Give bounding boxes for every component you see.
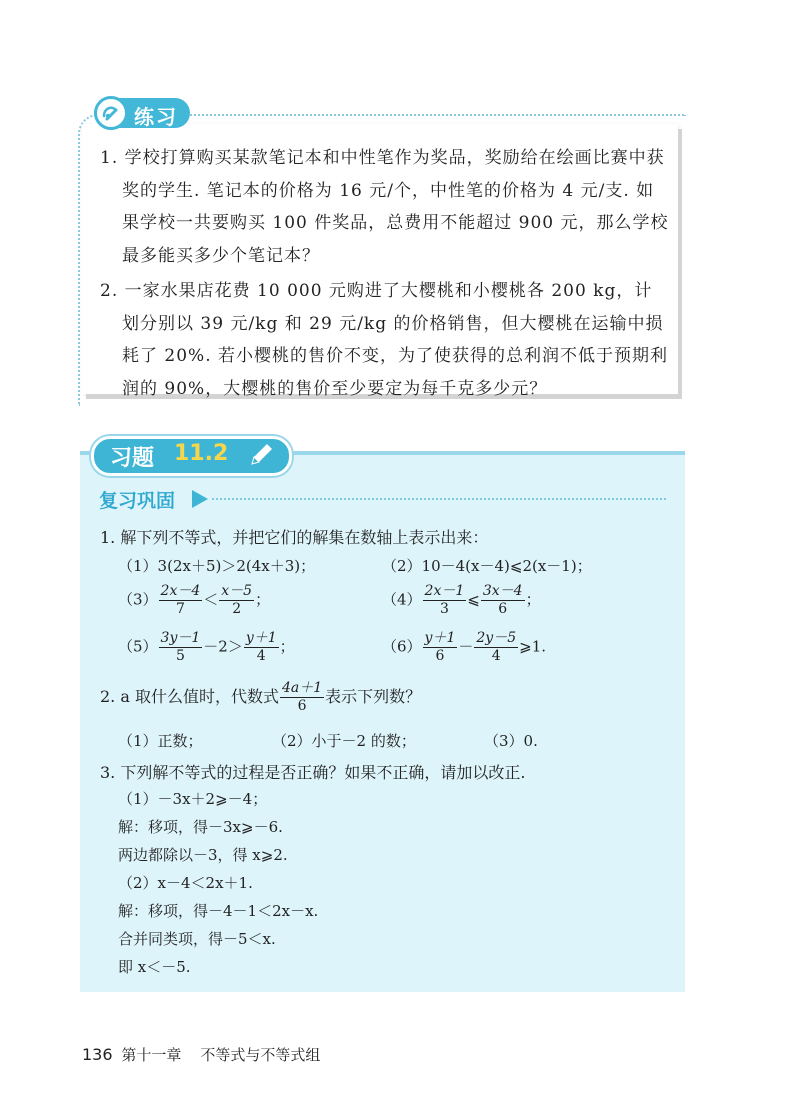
fraction-numerator: 2x－4	[160, 583, 201, 599]
fraction-denominator: 3	[439, 601, 449, 617]
q1-part-5-label: （5）	[118, 637, 158, 656]
q3-stem: 3. 下列解不等式的过程是否正确？如果不正确，请加以改正.	[100, 763, 526, 782]
fraction	[159, 630, 203, 665]
pencil-circle-icon	[94, 96, 128, 130]
exercise-title: 习题	[110, 446, 155, 471]
page-footer	[82, 1044, 320, 1065]
q3-line: 解：移项，得－4－1＜2x－x.	[118, 902, 319, 920]
fraction	[481, 583, 525, 618]
fraction-denominator: 5	[175, 648, 185, 664]
practice-title: 练习	[134, 105, 178, 129]
operator: ⩽	[467, 590, 480, 609]
fraction-denominator: 4	[256, 648, 266, 664]
q2-post: 表示下列数？	[325, 687, 422, 706]
pencil-icon	[246, 440, 276, 470]
practice-problems	[100, 142, 670, 408]
operator: ＜	[203, 590, 219, 609]
q2-stem	[100, 680, 421, 715]
fraction	[219, 583, 254, 618]
punct: ；	[279, 637, 295, 656]
exercise-tab	[91, 436, 292, 476]
chapter-title: 不等式与不等式组	[200, 1046, 321, 1064]
fraction-denominator: 7	[175, 601, 185, 617]
fraction-numerator: 4a＋1	[281, 680, 323, 696]
fraction-numerator: 2y－5	[476, 630, 517, 646]
fraction-denominator: 4	[491, 648, 501, 664]
fraction-denominator: 6	[498, 601, 508, 617]
q1-stem: 1. 解下列不等式，并把它们的解集在数轴上表示出来：	[100, 528, 489, 547]
q2-answer-1: （1）正数；	[118, 732, 203, 750]
q3-line: 解：移项，得－3x⩾－6.	[118, 818, 283, 836]
q3-line: （2）x－4＜2x＋1.	[118, 874, 253, 892]
fraction	[159, 583, 203, 618]
punct: ；	[525, 590, 541, 609]
operator: －	[458, 637, 474, 656]
fraction-denominator: 6	[435, 648, 445, 664]
q3-line: 合并同类项，得－5＜x.	[118, 930, 276, 948]
review-heading: 复习巩固	[99, 490, 176, 512]
q3-line: （1）－3x＋2⩾－4；	[118, 790, 268, 808]
q3-line: 两边都除以－3，得 x⩾2.	[118, 846, 288, 864]
q2-answer-2: （2）小于－2 的数；	[272, 732, 416, 750]
q1-part-5	[118, 630, 295, 665]
practice-tab	[94, 98, 190, 128]
fraction	[244, 630, 279, 665]
fraction	[280, 680, 324, 715]
exercise-number: 11.2	[174, 441, 229, 466]
q2-pre: 2. a 取什么值时，代数式	[100, 687, 279, 706]
q1-part-3-label: （3）	[118, 590, 158, 609]
chapter-label: 第十一章	[121, 1046, 182, 1064]
fraction-denominator: 2	[232, 601, 242, 617]
fraction	[423, 583, 467, 618]
triangle-arrow-icon	[192, 490, 208, 508]
fraction	[423, 630, 458, 665]
fraction-numerator: 3x－4	[482, 583, 523, 599]
q3-line: 即 x＜－5.	[118, 958, 191, 976]
q1-part-4	[382, 583, 541, 618]
practice-problem-1: 1. 学校打算购买某款笔记本和中性笔作为奖品，奖励给在绘画比赛中获奖的学生. 笔记本的价格为 16 元/个，中性笔的价格为 4 元/支. 如果学校一共要购买 100 件奖品，总费用不能超过 900 元，那么学校最多能买多少个笔记本？	[100, 148, 669, 266]
fraction-denominator: 6	[297, 698, 307, 714]
fraction-numerator: 2x－1	[424, 583, 465, 599]
fraction-numerator: y＋1	[424, 630, 456, 646]
q1-part-3	[118, 583, 270, 618]
fraction-numerator: x－5	[221, 583, 253, 599]
operator: －2＞	[203, 637, 243, 656]
page-number: 136	[82, 1045, 113, 1064]
q1-part-6-label: （6）	[382, 637, 422, 656]
fraction-numerator: 3y－1	[160, 630, 201, 646]
q1-part-4-label: （4）	[382, 590, 422, 609]
q1-part-2: （2）10－4(x－4)⩽2(x－1)；	[382, 557, 592, 575]
fraction	[474, 630, 518, 665]
review-divider	[212, 498, 666, 500]
punct: ⩾1.	[519, 637, 547, 656]
punct: ；	[255, 590, 271, 609]
fraction-numerator: y＋1	[245, 630, 277, 646]
q1-part-6	[382, 630, 546, 665]
q2-answer-3: （3）0.	[484, 732, 538, 750]
practice-problem-2: 2. 一家水果店花费 10 000 元购进了大樱桃和小樱桃各 200 kg，计划分别以 39 元/kg 和 29 元/kg 的价格销售，但大樱桃在运输中损耗了 20%. 若小樱桃的售价不变，为了使获得的总利润不低于预期利润的 90%，大樱桃的售价至少要定为每千克多少元？	[100, 281, 668, 399]
q1-part-1: （1）3(2x＋5)＞2(4x＋3)；	[118, 557, 316, 575]
